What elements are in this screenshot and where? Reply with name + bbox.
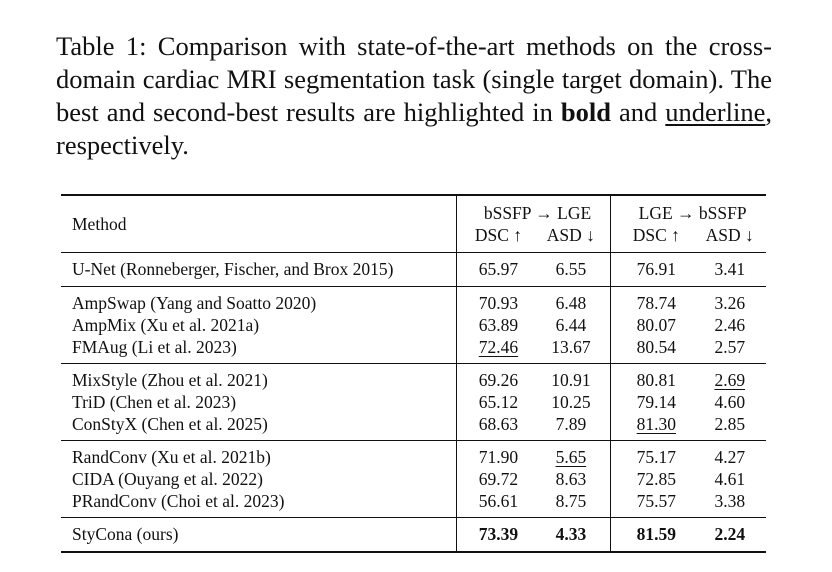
asd-lge-bssfp-value: 2.24 xyxy=(714,524,746,544)
header-dsc-1: DSC ↑ xyxy=(474,225,523,245)
asd-lge-bssfp-value: 3.26 xyxy=(714,293,746,313)
table-row xyxy=(61,468,766,490)
column-separator xyxy=(456,287,465,315)
column-separator xyxy=(610,195,619,253)
dsc-bssfp-lge-value: 69.26 xyxy=(478,370,519,390)
asd-lge-bssfp-value: 4.60 xyxy=(714,392,746,412)
header-asd-2: ASD ↓ xyxy=(705,225,754,245)
method-name: RandConv (Xu et al. 2021b) xyxy=(72,447,271,467)
method-name: CIDA (Ouyang et al. 2022) xyxy=(72,469,264,489)
results-table-wrapper xyxy=(61,194,766,553)
dsc-lge-bssfp-value: 80.54 xyxy=(636,337,677,357)
asd-lge-bssfp-value: 4.61 xyxy=(714,469,746,489)
column-separator xyxy=(456,253,465,287)
column-separator xyxy=(610,287,619,315)
column-separator xyxy=(610,314,619,336)
header-method: Method xyxy=(72,214,127,234)
dsc-lge-bssfp-value: 75.17 xyxy=(636,447,677,467)
header-group-lge-to-bssfp: LGE → bSSFP xyxy=(638,203,747,223)
method-name: U-Net (Ronneberger, Fischer, and Brox 2015) xyxy=(72,259,394,279)
table-row xyxy=(61,253,766,287)
method-name: TriD (Chen et al. 2023) xyxy=(72,392,237,412)
caption-text-1: Table 1: Comparison with state-of-the-art methods on the cross-domain cardiac MRI segmentation task (single target domain). The best and second-best results are highlighted in xyxy=(56,31,772,127)
table-row xyxy=(61,287,766,315)
method-name: PRandConv (Choi et al. 2023) xyxy=(72,491,285,511)
asd-bssfp-lge-value: 6.44 xyxy=(555,315,587,335)
method-name: FMAug (Li et al. 2023) xyxy=(72,337,237,357)
asd-lge-bssfp-value: 3.41 xyxy=(714,259,746,279)
column-separator xyxy=(610,468,619,490)
column-separator xyxy=(610,441,619,469)
column-separator xyxy=(456,468,465,490)
table-row xyxy=(61,413,766,441)
dsc-bssfp-lge-value: 71.90 xyxy=(478,447,519,467)
table-row xyxy=(61,490,766,518)
asd-bssfp-lge-value: 8.63 xyxy=(555,469,587,489)
column-separator xyxy=(456,413,465,441)
dsc-bssfp-lge-value: 65.97 xyxy=(478,259,519,279)
method-name: AmpMix (Xu et al. 2021a) xyxy=(72,315,260,335)
dsc-lge-bssfp-value: 79.14 xyxy=(636,392,677,412)
column-separator xyxy=(456,391,465,413)
results-table xyxy=(61,194,766,553)
asd-bssfp-lge-value: 6.48 xyxy=(555,293,587,313)
caption-underline-word: underline xyxy=(665,97,766,127)
method-name: AmpSwap (Yang and Soatto 2020) xyxy=(72,293,317,313)
dsc-lge-bssfp-value: 80.07 xyxy=(636,315,677,335)
column-separator xyxy=(456,518,465,553)
asd-lge-bssfp-value: 2.69 xyxy=(714,370,746,390)
asd-lge-bssfp-value: 2.85 xyxy=(714,414,746,434)
table-row xyxy=(61,441,766,469)
asd-lge-bssfp-value: 2.46 xyxy=(714,315,746,335)
asd-lge-bssfp-value: 2.57 xyxy=(714,337,746,357)
asd-bssfp-lge-value: 13.67 xyxy=(551,337,591,357)
caption-bold-word: bold xyxy=(560,97,612,127)
table-row xyxy=(61,518,766,553)
table-row xyxy=(61,391,766,413)
dsc-bssfp-lge-value: 56.61 xyxy=(478,491,519,511)
asd-bssfp-lge-value: 5.65 xyxy=(555,447,587,467)
dsc-lge-bssfp-value: 80.81 xyxy=(636,370,677,390)
column-separator xyxy=(610,364,619,392)
asd-bssfp-lge-value: 6.55 xyxy=(555,259,587,279)
asd-bssfp-lge-value: 10.91 xyxy=(551,370,591,390)
column-separator xyxy=(456,195,465,253)
column-separator xyxy=(456,441,465,469)
dsc-bssfp-lge-value: 65.12 xyxy=(478,392,519,412)
dsc-bssfp-lge-value: 73.39 xyxy=(478,524,519,544)
header-asd-1: ASD ↓ xyxy=(546,225,595,245)
column-separator xyxy=(610,518,619,553)
method-name: MixStyle (Zhou et al. 2021) xyxy=(72,370,268,390)
dsc-lge-bssfp-value: 76.91 xyxy=(636,259,677,279)
column-separator xyxy=(456,336,465,364)
column-separator xyxy=(610,490,619,518)
header-group-bssfp-to-lge: bSSFP → LGE xyxy=(483,203,592,223)
dsc-lge-bssfp-value: 78.74 xyxy=(636,293,677,313)
column-separator xyxy=(610,336,619,364)
asd-bssfp-lge-value: 7.89 xyxy=(555,414,587,434)
method-name: StyCona (ours) xyxy=(72,524,179,544)
column-separator xyxy=(456,364,465,392)
dsc-bssfp-lge-value: 72.46 xyxy=(478,337,519,357)
caption-text-2: and xyxy=(611,97,666,127)
column-separator xyxy=(456,314,465,336)
asd-lge-bssfp-value: 4.27 xyxy=(714,447,746,467)
asd-lge-bssfp-value: 3.38 xyxy=(714,491,746,511)
header-row-groups xyxy=(61,195,766,224)
dsc-bssfp-lge-value: 63.89 xyxy=(478,315,519,335)
table-caption xyxy=(56,30,772,162)
caption-text-3: , respectively. xyxy=(56,97,772,160)
table-row xyxy=(61,314,766,336)
header-dsc-2: DSC ↑ xyxy=(632,225,680,245)
asd-bssfp-lge-value: 4.33 xyxy=(555,524,587,544)
dsc-lge-bssfp-value: 75.57 xyxy=(636,491,677,511)
column-separator xyxy=(456,490,465,518)
dsc-bssfp-lge-value: 69.72 xyxy=(478,469,519,489)
table-body xyxy=(61,253,766,553)
dsc-lge-bssfp-value: 81.59 xyxy=(636,524,677,544)
asd-bssfp-lge-value: 10.25 xyxy=(551,392,591,412)
dsc-lge-bssfp-value: 81.30 xyxy=(636,414,677,434)
method-name: ConStyX (Chen et al. 2025) xyxy=(72,414,268,434)
table-row xyxy=(61,364,766,392)
column-separator xyxy=(610,253,619,287)
table-row xyxy=(61,336,766,364)
column-separator xyxy=(610,391,619,413)
column-separator xyxy=(610,413,619,441)
asd-bssfp-lge-value: 8.75 xyxy=(555,491,587,511)
dsc-bssfp-lge-value: 68.63 xyxy=(478,414,519,434)
table-header xyxy=(61,195,766,253)
dsc-bssfp-lge-value: 70.93 xyxy=(478,293,519,313)
dsc-lge-bssfp-value: 72.85 xyxy=(636,469,677,489)
